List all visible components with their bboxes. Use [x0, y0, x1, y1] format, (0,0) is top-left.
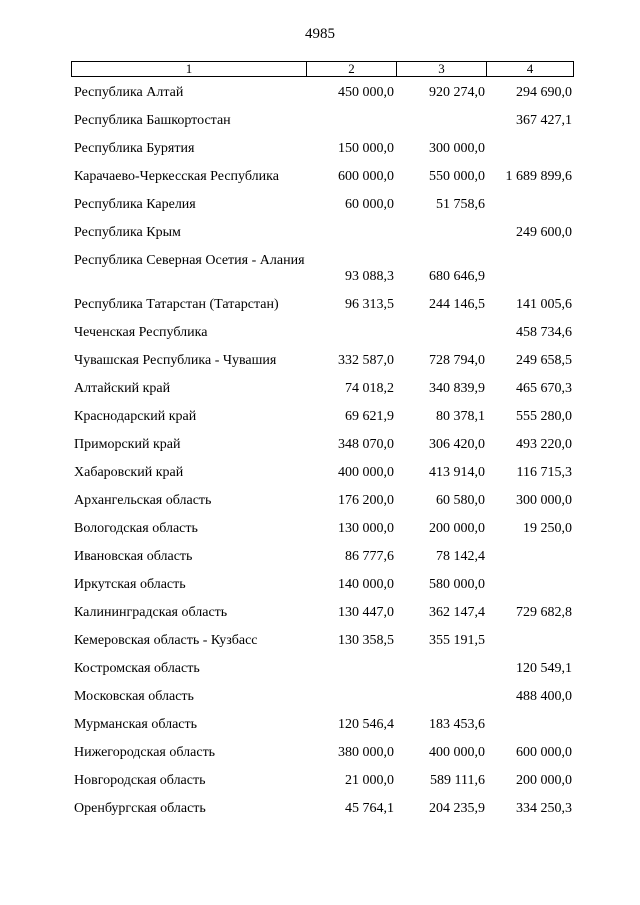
region-name: Республика Северная Осетия - Алания: [74, 253, 305, 268]
table-row: [71, 319, 575, 347]
page-number: 4985: [305, 26, 335, 42]
value-col-3: 589 111,6: [430, 773, 485, 788]
region-name: Республика Башкортостан: [74, 113, 231, 128]
table-row: [71, 655, 575, 683]
table-row: [71, 219, 575, 247]
value-col-3: 362 147,4: [429, 605, 485, 620]
value-col-2: 96 313,5: [345, 297, 394, 312]
value-col-4: 729 682,8: [516, 605, 572, 620]
value-col-3: 580 000,0: [429, 577, 485, 592]
value-col-3: 340 839,9: [429, 381, 485, 396]
value-col-3: 244 146,5: [429, 297, 485, 312]
value-col-2: 348 070,0: [338, 437, 394, 452]
region-name: Костромская область: [74, 661, 200, 676]
column-header-3: 3: [397, 62, 487, 77]
value-col-2: 93 088,3: [345, 269, 394, 284]
value-col-4: 116 715,3: [516, 465, 572, 480]
value-col-4: 249 658,5: [516, 353, 572, 368]
value-col-4: 555 280,0: [516, 409, 572, 424]
region-name: Нижегородская область: [74, 745, 216, 760]
region-name: Чеченская Республика: [74, 325, 208, 340]
region-name: Мурманская область: [74, 717, 198, 732]
value-col-4: 458 734,6: [516, 325, 572, 340]
value-col-3: 413 914,0: [429, 465, 485, 480]
region-name: Карачаево-Черкесская Республика: [74, 169, 279, 184]
value-col-4: 367 427,1: [516, 113, 572, 128]
table-row: [71, 711, 575, 739]
region-name: Республика Татарстан (Татарстан): [74, 297, 279, 312]
table-row: [71, 767, 575, 795]
table-row: [71, 599, 575, 627]
column-header-2: 2: [307, 62, 397, 77]
value-col-3: 680 646,9: [429, 269, 485, 284]
table-row: [71, 79, 575, 107]
value-col-4: 141 005,6: [516, 297, 572, 312]
region-name: Краснодарский край: [74, 409, 197, 424]
value-col-4: 300 000,0: [516, 493, 572, 508]
value-col-3: 728 794,0: [429, 353, 485, 368]
table-row: [71, 515, 575, 543]
value-col-2: 21 000,0: [345, 773, 394, 788]
value-col-3: 920 274,0: [429, 85, 485, 100]
table-row: [71, 683, 575, 711]
table-row: [71, 431, 575, 459]
region-name: Оренбургская область: [74, 801, 206, 816]
value-col-3: 78 142,4: [436, 549, 485, 564]
value-col-2: 74 018,2: [345, 381, 394, 396]
table-row: [71, 135, 575, 163]
table-row: [71, 459, 575, 487]
table-row: [71, 627, 575, 655]
table-row: [71, 739, 575, 767]
region-name: Архангельская область: [74, 493, 212, 508]
region-name: Иркутская область: [74, 577, 186, 592]
value-col-2: 130 447,0: [338, 605, 394, 620]
value-col-2: 176 200,0: [338, 493, 394, 508]
region-name: Калининградская область: [74, 605, 228, 620]
region-name: Республика Карелия: [74, 197, 196, 212]
table-row: [71, 163, 575, 191]
table-row: [71, 347, 575, 375]
value-col-4: 19 250,0: [523, 521, 572, 536]
value-col-3: 183 453,6: [429, 717, 485, 732]
value-col-3: 306 420,0: [429, 437, 485, 452]
value-col-4: 493 220,0: [516, 437, 572, 452]
value-col-4: 120 549,1: [516, 661, 572, 676]
region-name: Хабаровский край: [74, 465, 184, 480]
value-col-2: 86 777,6: [345, 549, 394, 564]
value-col-2: 69 621,9: [345, 409, 394, 424]
value-col-3: 355 191,5: [429, 633, 485, 648]
value-col-2: 60 000,0: [345, 197, 394, 212]
value-col-4: 1 689 899,6: [505, 169, 572, 184]
value-col-3: 200 000,0: [429, 521, 485, 536]
value-col-2: 140 000,0: [338, 577, 394, 592]
region-name: Московская область: [74, 689, 194, 704]
value-col-2: 130 358,5: [338, 633, 394, 648]
table-row: [71, 795, 575, 823]
table-row: [71, 571, 575, 599]
table-row: [71, 291, 575, 319]
region-name: Вологодская область: [74, 521, 198, 536]
table-row: [71, 543, 575, 571]
region-name: Кемеровская область - Кузбасс: [74, 633, 258, 648]
column-header-1: 1: [72, 62, 307, 77]
value-col-4: 600 000,0: [516, 745, 572, 760]
value-col-2: 130 000,0: [338, 521, 394, 536]
value-col-2: 380 000,0: [338, 745, 394, 760]
value-col-3: 300 000,0: [429, 141, 485, 156]
table-row: [71, 191, 575, 219]
region-name: Республика Крым: [74, 225, 181, 240]
value-col-4: 294 690,0: [516, 85, 572, 100]
region-name: Новгородская область: [74, 773, 206, 788]
region-name: Чувашская Республика - Чувашия: [74, 353, 277, 368]
value-col-3: 51 758,6: [436, 197, 485, 212]
table-row: [71, 107, 575, 135]
value-col-2: 45 764,1: [345, 801, 394, 816]
value-col-2: 332 587,0: [338, 353, 394, 368]
value-col-4: 200 000,0: [516, 773, 572, 788]
value-col-2: 600 000,0: [338, 169, 394, 184]
region-name: Республика Алтай: [74, 85, 184, 100]
region-name: Республика Бурятия: [74, 141, 195, 156]
value-col-4: 488 400,0: [516, 689, 572, 704]
table-row: [71, 403, 575, 431]
table-row: [71, 375, 575, 403]
value-col-2: 150 000,0: [338, 141, 394, 156]
value-col-3: 80 378,1: [436, 409, 485, 424]
column-header-4: 4: [487, 62, 574, 77]
column-header-table: [71, 61, 574, 77]
table-body: [71, 79, 575, 823]
value-col-4: 465 670,3: [516, 381, 572, 396]
value-col-3: 550 000,0: [429, 169, 485, 184]
region-name: Ивановская область: [74, 549, 193, 564]
region-name: Приморский край: [74, 437, 181, 452]
value-col-4: 334 250,3: [516, 801, 572, 816]
region-name: Алтайский край: [74, 381, 171, 396]
value-col-3: 400 000,0: [429, 745, 485, 760]
table-row: [71, 247, 575, 291]
value-col-4: 249 600,0: [516, 225, 572, 240]
column-header-row: [72, 62, 574, 77]
value-col-2: 450 000,0: [338, 85, 394, 100]
value-col-2: 400 000,0: [338, 465, 394, 480]
table-row: [71, 487, 575, 515]
value-col-3: 60 580,0: [436, 493, 485, 508]
value-col-3: 204 235,9: [429, 801, 485, 816]
value-col-2: 120 546,4: [338, 717, 394, 732]
